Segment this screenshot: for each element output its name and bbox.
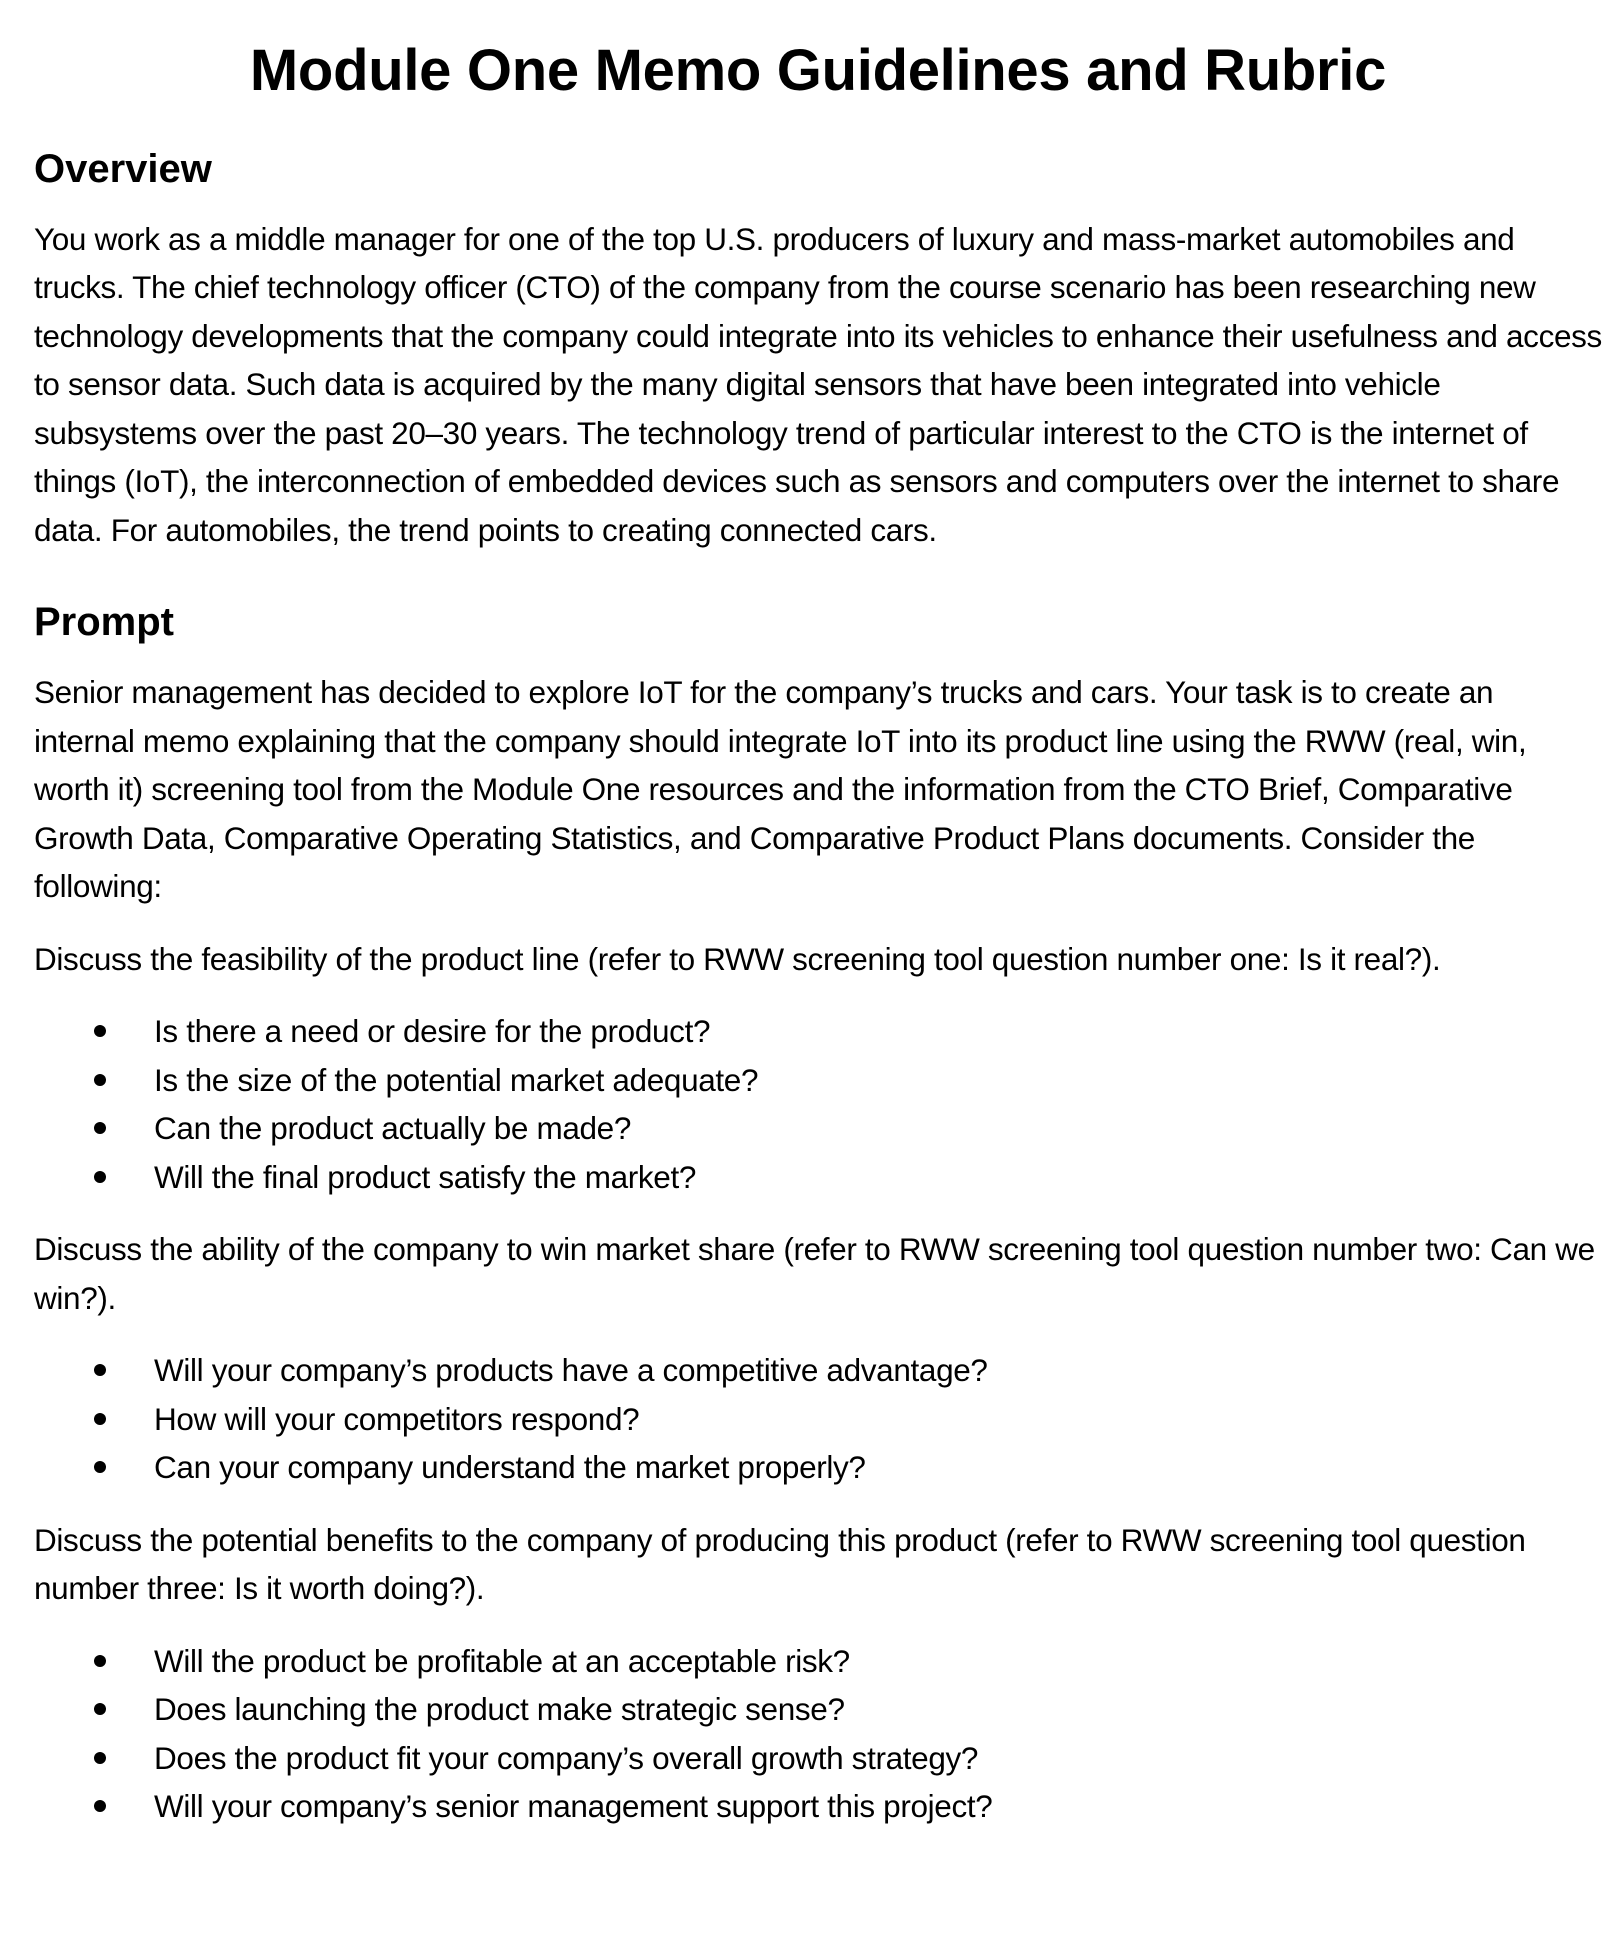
bullet-icon [94, 1025, 106, 1037]
list-item [34, 1734, 1602, 1783]
prompt-heading: Prompt [34, 600, 174, 645]
bullet-icon [94, 1461, 106, 1473]
overview-paragraph: You work as a middle manager for one of the top U.S. producers of luxury and mass-market automobiles and trucks. The chief technology officer (CTO) of the company from the course scenario has been researching new technology developments that the company could integrate into its vehicles to enhance their usefulness and access to sensor data. Such data is acquired by the many digital sensors that have been integrated into vehicle subsystems over the past 20–30 years. The technology trend of particular interest to the CTO is the internet of things (IoT), the interconnection of embedded devices such as sensors and computers over the internet to share data. For automobiles, the trend points to creating connected cars. [34, 220, 1602, 548]
list-item [34, 1685, 1602, 1734]
overview-heading: Overview [34, 146, 212, 191]
win-market-share-bullet-list [34, 1346, 1602, 1492]
list-item [34, 1104, 1602, 1153]
document-title: Module One Memo Guidelines and Rubric [249, 38, 1387, 103]
list-item [34, 1007, 1602, 1056]
list-item-text: Can the product actually be made? [154, 1110, 632, 1147]
benefits-lead-paragraph: Discuss the potential benefits to the company of producing this product (refer to RWW screening tool question number three: Is it worth doing?). [34, 1521, 1526, 1607]
bullet-icon [94, 1655, 106, 1667]
bullet-icon [94, 1122, 106, 1134]
bullet-icon [94, 1703, 106, 1715]
bullet-icon [94, 1413, 106, 1425]
list-item-text: Is there a need or desire for the product? [154, 1013, 711, 1050]
prompt-intro-paragraph: Senior management has decided to explore IoT for the company’s trucks and cars. Your task is to create an internal memo explaining that the company should integrate IoT into its product line using the RWW (real, win, worth it) screening tool from the Module One resources and the information from the CTO Brief, Comparative Growth Data, Comparative Operating Statistics, and Comparative Product Plans documents. Consider the following: [34, 674, 1527, 905]
list-item [34, 1637, 1602, 1686]
bullet-icon [94, 1752, 106, 1764]
list-item [34, 1443, 1602, 1492]
list-item [34, 1395, 1602, 1444]
list-item-text: Will your company’s products have a competitive advantage? [154, 1352, 988, 1389]
win-market-share-lead-paragraph: Discuss the ability of the company to win market share (refer to RWW screening tool question number two: Can we win?). [34, 1231, 1595, 1316]
bullet-icon [94, 1074, 106, 1086]
list-item-text: Is the size of the potential market adequate? [154, 1061, 759, 1098]
list-item [34, 1782, 1602, 1831]
benefits-bullet-list [34, 1637, 1602, 1831]
list-item-text: Does launching the product make strategic sense? [154, 1691, 845, 1728]
list-item-text: Will your company’s senior management support this project? [154, 1788, 993, 1825]
bullet-icon [94, 1171, 106, 1183]
list-item [34, 1346, 1602, 1395]
list-item-text: Can your company understand the market properly? [154, 1449, 866, 1486]
list-item [34, 1056, 1602, 1105]
feasibility-bullet-list [34, 1007, 1602, 1201]
bullet-icon [94, 1364, 106, 1376]
list-item-text: Does the product fit your company’s overall growth strategy? [154, 1739, 979, 1776]
feasibility-lead-paragraph: Discuss the feasibility of the product line (refer to RWW screening tool question number one: Is it real?). [34, 940, 1441, 977]
list-item-text: Will the product be profitable at an acceptable risk? [154, 1642, 850, 1679]
bullet-icon [94, 1800, 106, 1812]
list-item-text: Will the final product satisfy the market? [154, 1158, 697, 1195]
list-item-text: How will your competitors respond? [154, 1400, 640, 1437]
list-item [34, 1153, 1602, 1202]
